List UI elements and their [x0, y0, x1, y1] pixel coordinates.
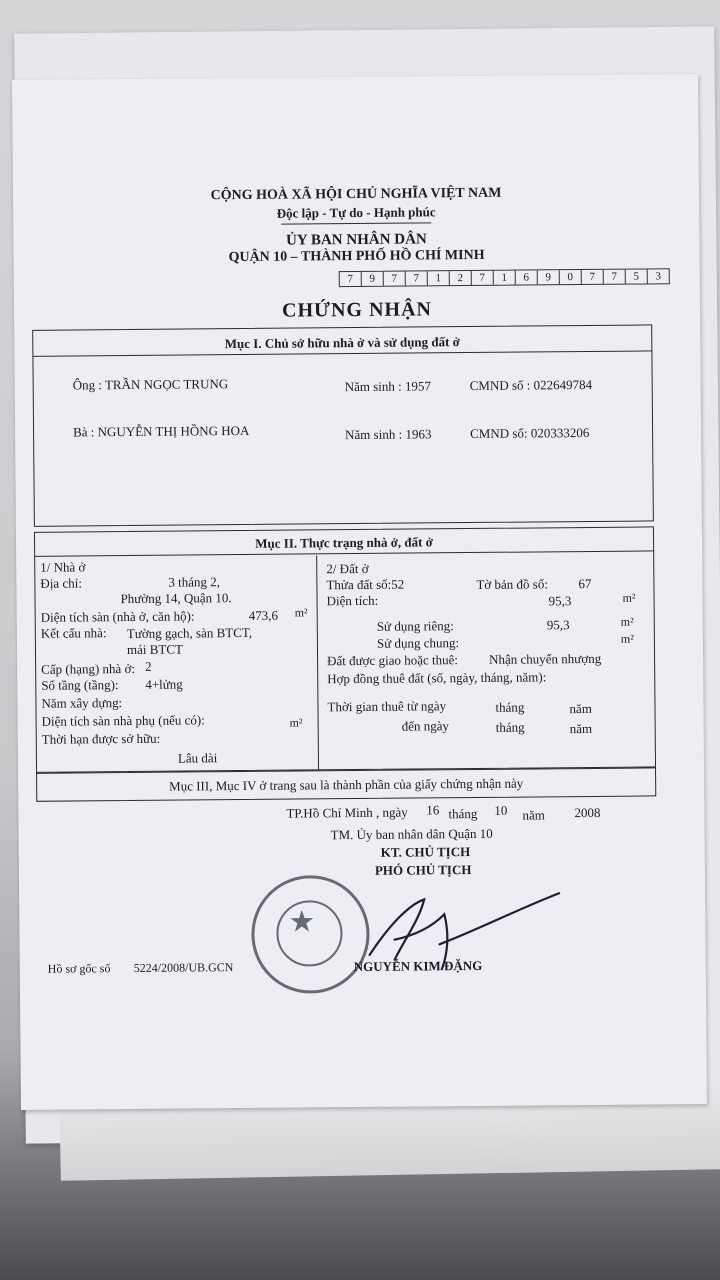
land-area-unit: m²: [622, 590, 636, 605]
map-label: Tờ bản đồ số:: [476, 576, 548, 592]
lease-from-label: Thời gian thuê từ ngày: [327, 698, 447, 715]
floors-label: Số tầng (tầng):: [41, 677, 119, 693]
signing-day: 16: [426, 802, 440, 818]
serial-digit: 3: [655, 270, 662, 283]
private-use-unit: m²: [620, 614, 634, 629]
structure-label: Kết cấu nhà:: [40, 625, 107, 641]
certificate-page: [12, 74, 707, 1110]
house-title: 1/ Nhà ở: [40, 559, 86, 575]
floors-value: 4+lửng: [145, 676, 183, 692]
serial-digit: 6: [516, 270, 538, 284]
serial-digit: 7: [340, 272, 362, 286]
signing-year-label: năm: [522, 807, 545, 823]
position-deputy: KT. CHỦ TỊCH: [380, 844, 471, 860]
serial-digit: 5: [626, 269, 648, 283]
floor-area-unit: m²: [294, 605, 308, 620]
owner1-name: Ông : TRẦN NGỌC TRUNG: [72, 376, 229, 393]
land-area-value: 95,3: [548, 593, 572, 609]
address-label: Địa chỉ:: [40, 575, 82, 591]
signer-name: NGUYỄN KIM ĐẶNG: [353, 957, 483, 975]
on-behalf-of: TM. Ủy ban nhân dân Quận 10: [330, 825, 493, 843]
serial-digit: 9: [538, 270, 560, 284]
grade-label: Cấp (hạng) nhà ở:: [41, 660, 136, 677]
district-title: QUẬN 10 – THÀNH PHỐ HỒ CHÍ MINH: [228, 247, 485, 266]
lease-from-year-label: năm: [569, 700, 592, 717]
structure-line2: mái BTCT: [126, 641, 184, 658]
republic-title: CỘNG HOÀ XÃ HỘI CHỦ NGHĨA VIỆT NAM: [210, 185, 502, 204]
owner2-name: Bà : NGUYỄN THỊ HỒNG HOA: [73, 422, 250, 440]
floor-area-label: Diện tích sàn (nhà ở, căn hộ):: [40, 608, 195, 625]
lease-contract-label: Hợp đồng thuê đất (số, ngày, tháng, năm):: [327, 669, 547, 687]
serial-digit: 0: [560, 270, 582, 284]
signing-place: TP.Hồ Chí Minh , ngày: [286, 804, 408, 821]
serial-digit: 2: [450, 271, 472, 285]
section1-heading: Mục I. Chủ sở hữu nhà ở và sử dụng đất ở: [224, 334, 460, 352]
year-built-label: Năm xây dựng:: [41, 695, 123, 711]
lease-to-year-label: năm: [569, 720, 593, 737]
plot-label: Thửa đất số:52: [326, 576, 405, 593]
serial-digit: 7: [406, 271, 428, 285]
serial-digit: 7: [384, 272, 406, 286]
lease-from-month-label: tháng: [495, 699, 525, 715]
record-number: 5224/2008/UB.GCN: [133, 960, 234, 975]
common-use-unit: m²: [620, 631, 634, 646]
aux-area-unit: m²: [289, 715, 303, 730]
ownership-value: Lâu dài: [177, 750, 218, 766]
serial-digit: 9: [362, 272, 384, 286]
structure-line1: Tường gạch, sàn BTCT,: [126, 624, 253, 642]
address-line2: Phường 14, Quận 10.: [120, 590, 232, 607]
lease-to-month-label: tháng: [495, 719, 525, 735]
motto-underline: [281, 222, 431, 224]
serial-digit: 1: [494, 271, 516, 285]
official-seal-icon: ★: [251, 875, 370, 994]
land-area-label: Diện tích:: [326, 592, 379, 609]
serial-number: [339, 268, 670, 287]
owner1-id: CMND số : 022649784: [469, 376, 593, 394]
owner1-birth: Năm sinh : 1957: [344, 378, 432, 395]
signing-year: 2008: [574, 804, 601, 821]
private-use-value: 95,3: [546, 617, 570, 633]
lease-to-label: đến ngày: [401, 718, 450, 734]
serial-digit: 1: [428, 271, 450, 285]
footer-note: Mục III, Mục IV ở trang sau là thành phần của giấy chứng nhận này: [169, 775, 524, 794]
map-value: 67: [578, 575, 592, 592]
serial-digit: 7: [472, 271, 494, 285]
motto: Độc lập - Tự do - Hạnh phúc: [276, 204, 436, 221]
serial-digit: 7: [604, 270, 626, 284]
floor-area-value: 473,6: [248, 607, 278, 623]
serial-digit: 7: [582, 270, 604, 284]
aux-area-label: Diện tích sàn nhà phụ (nếu có):: [41, 712, 205, 729]
ownership-label: Thời hạn được sở hữu:: [41, 730, 161, 747]
position-vice-chair: PHÓ CHỦ TỊCH: [374, 862, 472, 878]
common-use-label: Sử dụng chung:: [376, 635, 460, 651]
land-title: 2/ Đất ở: [326, 560, 369, 577]
signing-month-label: tháng: [448, 805, 478, 822]
allocation-value: Nhận chuyển nhượng: [489, 650, 602, 667]
owner2-id: CMND số: 020333206: [470, 424, 590, 442]
certificate-title: CHỨNG NHẬN: [282, 298, 433, 322]
committee-title: ỦY BAN NHÂN DÂN: [285, 231, 427, 249]
address-line1: 3 tháng 2,: [168, 574, 221, 590]
owner2-birth: Năm sinh : 1963: [345, 426, 432, 443]
signing-month: 10: [494, 802, 508, 818]
allocation-label: Đất được giao hoặc thuê:: [327, 652, 459, 669]
private-use-label: Sử dụng riêng:: [376, 618, 454, 634]
section2-heading: Mục II. Thực trạng nhà ở, đất ở: [255, 534, 433, 551]
record-label: Hồ sơ gốc số: [47, 961, 111, 976]
grade-value: 2: [145, 658, 152, 674]
